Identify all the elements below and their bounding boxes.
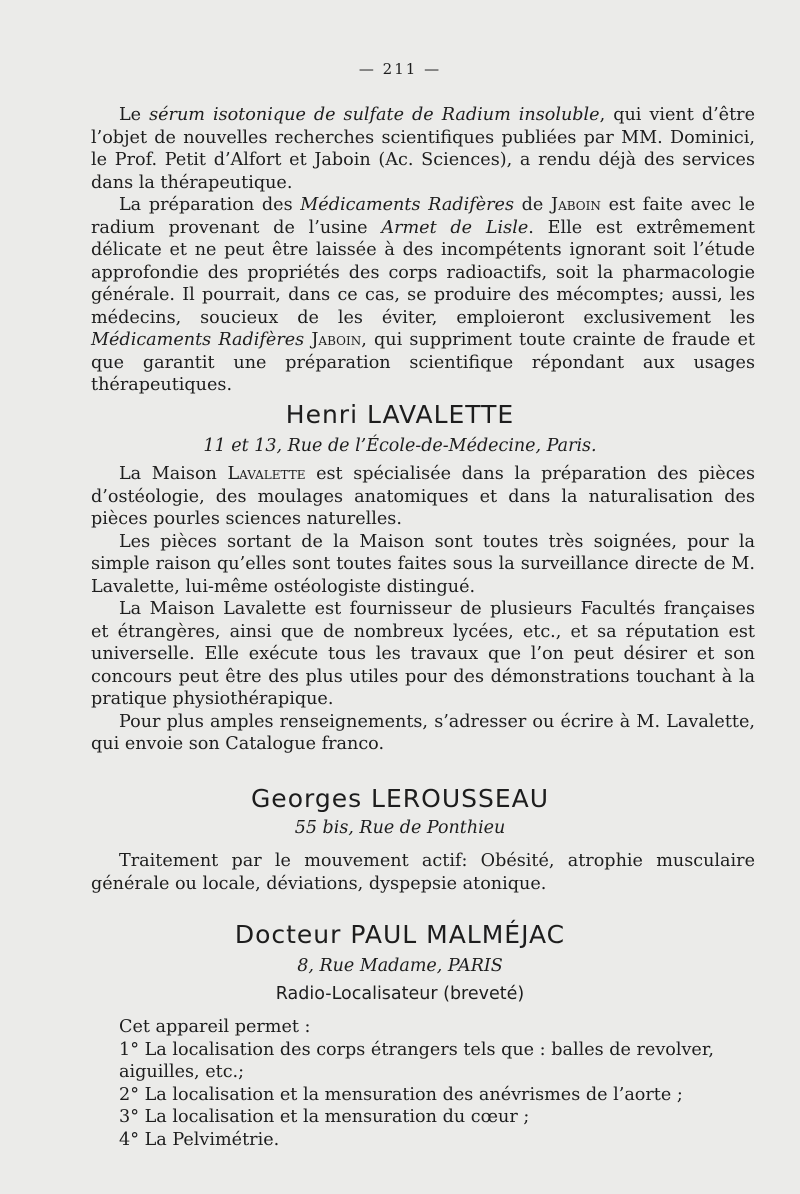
address-text: 55 bis, Rue de Ponthieu <box>294 818 506 838</box>
lavalette-paragraph-2: Les pièces sortant de la Maison sont toutes très soignées, pour la simple raison qu’elles sont toutes faites sous la surveillance directe de M. Lavalette, lui-même ostéologiste distingué. <box>91 531 755 597</box>
malmejac-intro: Cet appareil permet : <box>119 1017 311 1037</box>
malmejac-item-4: 4° La Pelvimétrie. <box>119 1129 280 1150</box>
address-text: 8, Rue Madame, PARIS <box>297 956 503 976</box>
malmejac-item-1: 1° La localisation des corps étrangers tels que : balles de revolver, <box>119 1039 714 1060</box>
text-run: . Elle est extrêmement délicate et ne peut être laissée à des incompétents ignorant soit l’étude approfondie des propriétés des corps radioactifs, soit la pharmacologie générale. Il pourrait, dans ce cas, se produire des mécomptes; aussi, les médecins, soucieux de les éviter, emploieront exclusivement les <box>91 217 755 328</box>
italic-run: Médicaments Radifères <box>300 195 514 215</box>
malmejac-section <box>91 1016 755 1151</box>
text-run: Le <box>119 105 150 125</box>
malmejac-item-2: 2° La localisation et la mensuration des anévrismes de l’aorte ; <box>119 1084 683 1105</box>
text-run: La préparation des <box>119 195 301 215</box>
malmejac-subtitle: Radio-Localisateur (breveté) <box>275 984 525 1004</box>
italic-run: Armet de Lisle <box>381 217 529 238</box>
italic-run: sérum isotonique de sulfate de Radium insoluble <box>149 105 600 125</box>
lavalette-section <box>91 463 755 756</box>
lavalette-paragraph-3: La Maison Lavalette est fournisseur de plusieurs Facultés françaises et étrangères, ainsi que de nombreux lycées, etc., et sa réputation est universelle. Elle exécute tous les travaux que l’on peut désirer et son concours peut être des plus utiles pour des démonstrations touchant à la pratique physiothérapique. <box>91 599 755 709</box>
text-run: , qui suppriment toute crainte de fraude et que garantit une préparation scientifique répondant aux usages thérapeutiques. <box>91 330 755 395</box>
lavalette-paragraph-1 <box>91 463 755 531</box>
smallcaps-run: Jaboin <box>311 330 362 350</box>
lerousseau-section <box>91 850 755 895</box>
malmejac-item-1-continued: aiguilles, etc.; <box>119 1062 245 1082</box>
lavalette-heading: Henri LAVALETTE <box>285 400 515 429</box>
radium-paragraph-1 <box>91 104 755 194</box>
italic-run: Médicaments Radifères <box>91 330 305 350</box>
address-text: 11 et 13, Rue de l’École-de-Médecine, Paris. <box>203 436 597 456</box>
text-run: La Maison <box>119 464 228 484</box>
radium-paragraph-2 <box>91 194 755 397</box>
text-run: est spécialisée dans la préparation des pièces d’ostéologie, des moulages anatomiques et dans la naturalisation des pièces pourles sciences naturelles. <box>91 464 755 529</box>
lerousseau-heading: Georges LEROUSSEAU <box>250 784 550 813</box>
text-run: , qui vient d’être l’objet de nouvelles recherches scientifiques publiées par MM. Dominici, le Prof. Petit d’Alfort et Jaboin (Ac. Sciences), a rendu déjà des services dans la thérapeutique. <box>91 105 755 193</box>
page-number: — 211 — <box>358 60 442 78</box>
lerousseau-address <box>0 818 800 838</box>
text-run: de <box>513 195 552 215</box>
malmejac-item-3: 3° La localisation et la mensuration du cœur ; <box>119 1107 530 1127</box>
malmejac-address <box>0 956 800 976</box>
lerousseau-paragraph: Traitement par le mouvement actif: Obésité, atrophie musculaire générale ou locale, déviations, dyspepsie atonique. <box>91 851 755 894</box>
lavalette-paragraph-4: Pour plus amples renseignements, s’adresser ou écrire à M. Lavalette, qui envoie son Catalogue franco. <box>91 711 755 754</box>
text-run: est faite avec le radium provenant de l’usine <box>91 195 755 238</box>
lavalette-address <box>0 436 800 456</box>
radium-section <box>91 104 755 397</box>
malmejac-heading: Docteur PAUL MALMÉJAC <box>234 920 566 949</box>
smallcaps-run: Lavalette <box>227 464 306 484</box>
smallcaps-run: Jaboin <box>551 195 601 215</box>
